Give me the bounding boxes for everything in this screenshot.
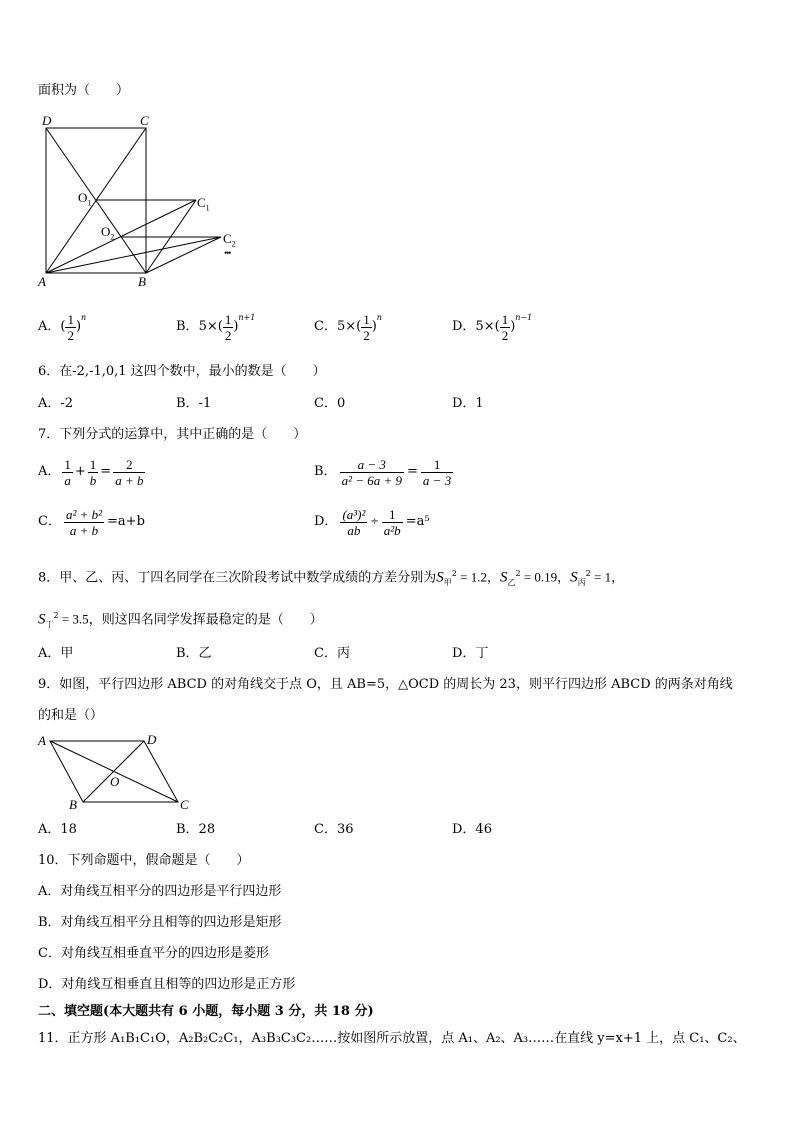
- q5-option-b: B． 5× ( $\frac{1}{2}$ ) $^{n+1}$: [176, 311, 256, 343]
- q6-option-c: C．0: [314, 396, 346, 411]
- q10-stem: 10．下列命题中，假命题是（ ）: [38, 853, 250, 868]
- q5-option-a: A． ( $\frac{1}{2}$ ) $^n$: [38, 311, 87, 343]
- q9-option-c: C．36: [314, 822, 354, 837]
- q8-line1: 8．甲、乙、丙、丁四名同学在三次阶段考试中数学成绩的方差分别为$S_甲^2 = 1.2$，$S_乙^2 = 0.19$，$S_丙^2 = 1$，: [38, 569, 625, 587]
- q5-label-dots: •••: [224, 248, 231, 258]
- q9-label-O: O: [110, 774, 120, 789]
- q6-option-b: B．-1: [176, 396, 212, 411]
- q11-line: 11．正方形 A₁B₁C₁O，A₂B₂C₂C₁，A₃B₃C₃C₂……按如图所示放置，点 A₁、A₂、A₃……在直线 y=x+1 上，点 C₁、C₂、: [38, 1031, 746, 1046]
- q9-option-a: A．18: [38, 822, 77, 837]
- q5-option-c: C． 5× ( $\frac{1}{2}$ ) $^n$: [314, 311, 382, 343]
- q6-stem: 6．在-2,-1,0,1 这四个数中，最小的数是（ ）: [38, 364, 326, 379]
- q7-stem: 7．下列分式的运算中，其中正确的是（ ）: [38, 427, 307, 442]
- q5-label-C1: $C_1$: [197, 195, 210, 213]
- q7-option-c: C． $\frac{\text{a² + b²}}{a + b}$ =a+b: [38, 506, 145, 538]
- q10-option-b: B．对角线互相平分且相等的四边形是矩形: [38, 915, 282, 930]
- q8-option-c: C．丙: [314, 646, 350, 661]
- q10-option-d: D．对角线互相垂直且相等的四边形是正方形: [38, 977, 296, 992]
- q9-label-C: C: [180, 797, 189, 812]
- q9-option-d: D．46: [452, 822, 492, 837]
- q8-option-b: B．乙: [176, 646, 212, 661]
- q9-label-A: A: [38, 733, 46, 748]
- q9-line1: 9．如图，平行四边形 ABCD 的对角线交于点 O，且 AB=5，△OCD 的周长为 23，则平行四边形 ABCD 的两条对角线: [38, 677, 733, 692]
- q6-option-d: D．1: [452, 396, 484, 411]
- q5-stem-tail: 面积为（ ）: [38, 83, 130, 98]
- q9-option-b: B．28: [176, 822, 216, 837]
- q9-line2: 的和是（）: [38, 708, 104, 723]
- section-heading: 二、填空题(本大题共有 6 小题，每小题 3 分，共 18 分): [38, 1004, 374, 1019]
- q5-label-D: D: [42, 113, 52, 128]
- q8-option-d: D．丁: [452, 646, 489, 661]
- q6-option-a: A．-2: [38, 396, 74, 411]
- q7-option-b: B． $\frac{a - 3}{\text{a² − 6a + 9}}$ = $\frac{1}{a - 3}$: [314, 456, 452, 488]
- q5-label-B: B: [138, 274, 146, 289]
- q7-option-a: A． $\frac{1}{a}$ + $\frac{1}{b}$ = $\frac{2}{a + b}$: [38, 456, 144, 488]
- q9-label-B: B: [69, 797, 77, 812]
- q7-option-d: D． $\frac{\text{(a³)²}}{ab}$ ÷ $\frac{1}{\text{a²b}}$ =a⁵: [314, 506, 430, 538]
- q5-label-O2: $O_2$: [101, 224, 115, 242]
- q5-label-O1: $O_1$: [78, 190, 92, 208]
- q5-label-A: A: [38, 274, 46, 289]
- q8-option-a: A．甲: [38, 646, 74, 661]
- q5-option-d: D． 5× ( $\frac{1}{2}$ ) $^{n-1}$: [452, 311, 533, 343]
- q10-option-c: C．对角线互相垂直平分的四边形是菱形: [38, 946, 269, 961]
- q5-label-C2: $C_2$: [223, 231, 236, 249]
- q8-line2: $S_丁^2 = 3.5$，则这四名同学发挥最稳定的是（ ）: [38, 611, 323, 629]
- q10-option-a: A．对角线互相平分的四边形是平行四边形: [38, 884, 282, 899]
- q5-label-C: C: [140, 113, 149, 128]
- q9-label-D: D: [147, 732, 157, 747]
